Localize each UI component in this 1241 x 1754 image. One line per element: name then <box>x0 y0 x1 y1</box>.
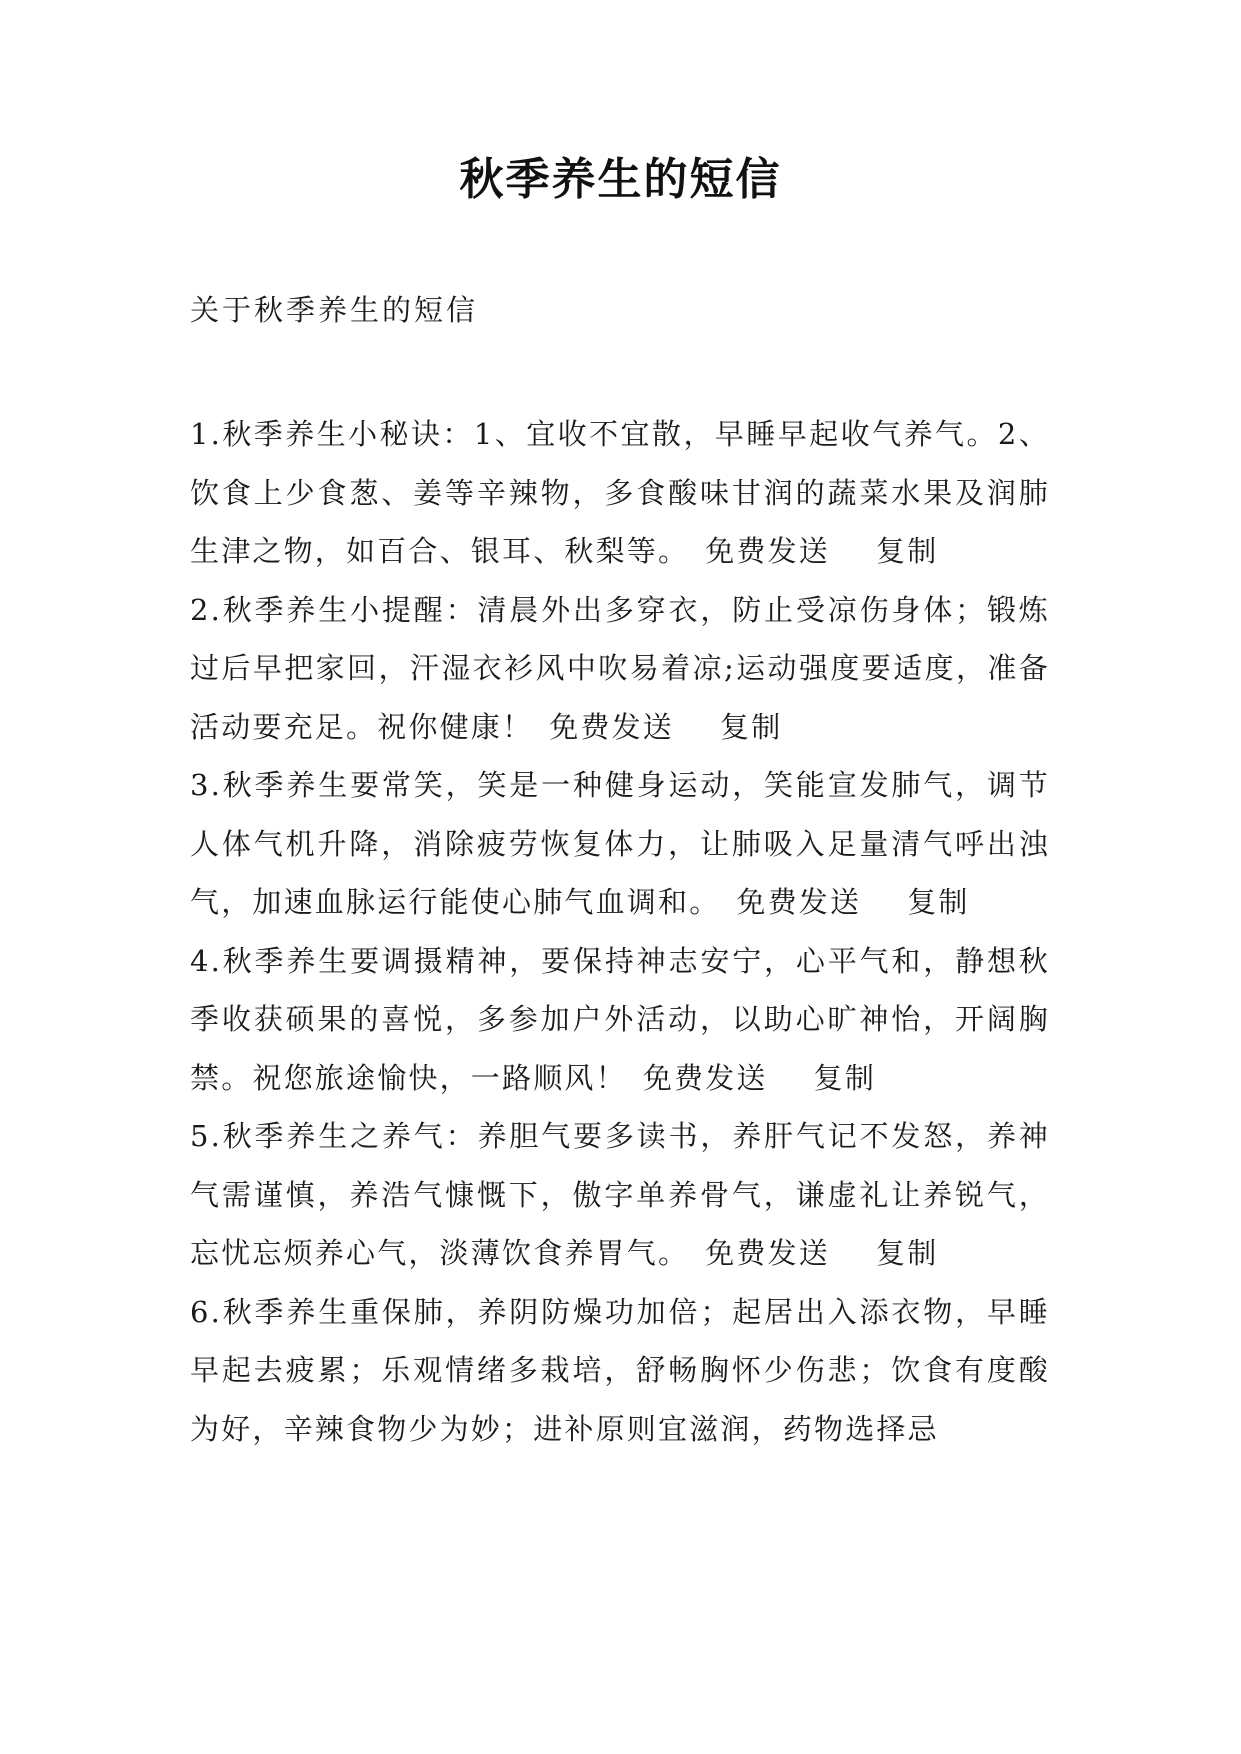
copy-button[interactable]: 复制 <box>876 534 939 568</box>
send-free-button[interactable]: 免费发送 <box>549 709 675 744</box>
copy-button[interactable]: 复制 <box>720 709 783 744</box>
message-item-2 <box>190 581 1050 757</box>
page-title: 秋季养生的短信 <box>459 154 782 205</box>
copy-button[interactable]: 复制 <box>907 885 970 919</box>
message-list <box>190 405 1050 1458</box>
send-free-button[interactable]: 免费发送 <box>642 1060 768 1095</box>
copy-button[interactable]: 复制 <box>813 1060 877 1095</box>
message-text: 2.秋季养生小提醒：清晨外出多穿衣，防止受凉伤身体；锻炼过后早把家回，汗湿衣衫风中吹易着凉;运动强度要适度，准备活动要充足。祝你健康！ <box>190 592 1050 744</box>
message-text: 5.秋季养生之养气：养胆气要多读书，养肝气记不发怒，养神气需谨慎，养浩气慷慨下，傲字单养骨气，谦虚礼让养锐气，忘忧忘烦养心气，淡薄饮食养胃气。 <box>190 1119 1050 1270</box>
message-item-5 <box>190 1107 1050 1283</box>
message-item-1 <box>190 405 1050 581</box>
message-item-4 <box>190 932 1050 1108</box>
message-item-6 <box>190 1283 1050 1459</box>
send-free-button[interactable]: 免费发送 <box>705 1236 831 1270</box>
message-text: 6.秋季养生重保肺，养阴防燥功加倍；起居出入添衣物，早睡早起去疲累；乐观情绪多栽培，舒畅胸怀少伤悲；饮食有度酸为好，辛辣食物少为妙；进补原则宜滋润，药物选择忌 <box>190 1294 1050 1446</box>
copy-button[interactable]: 复制 <box>876 1236 939 1270</box>
message-text: 4.秋季养生要调摄精神，要保持神志安宁，心平气和，静想秋季收获硕果的喜悦，多参加户外活动，以助心旷神怡，开阔胸禁。祝您旅途愉快，一路顺风！ <box>190 943 1050 1095</box>
message-text: 1.秋季养生小秘诀：1、宜收不宜散，早睡早起收气养气。2、饮食上少食葱、姜等辛辣物，多食酸味甘润的蔬菜水果及润肺生津之物，如百合、银耳、秋梨等。 <box>190 417 1050 568</box>
page-subtitle: 关于秋季养生的短信 <box>190 293 479 327</box>
send-free-button[interactable]: 免费发送 <box>736 885 862 919</box>
send-free-button[interactable]: 免费发送 <box>705 534 831 568</box>
message-text: 3.秋季养生要常笑，笑是一种健身运动，笑能宣发肺气，调节人体气机升降，消除疲劳恢复体力，让肺吸入足量清气呼出浊气，加速血脉运行能使心肺气血调和。 <box>190 768 1050 919</box>
message-item-3 <box>190 756 1050 932</box>
